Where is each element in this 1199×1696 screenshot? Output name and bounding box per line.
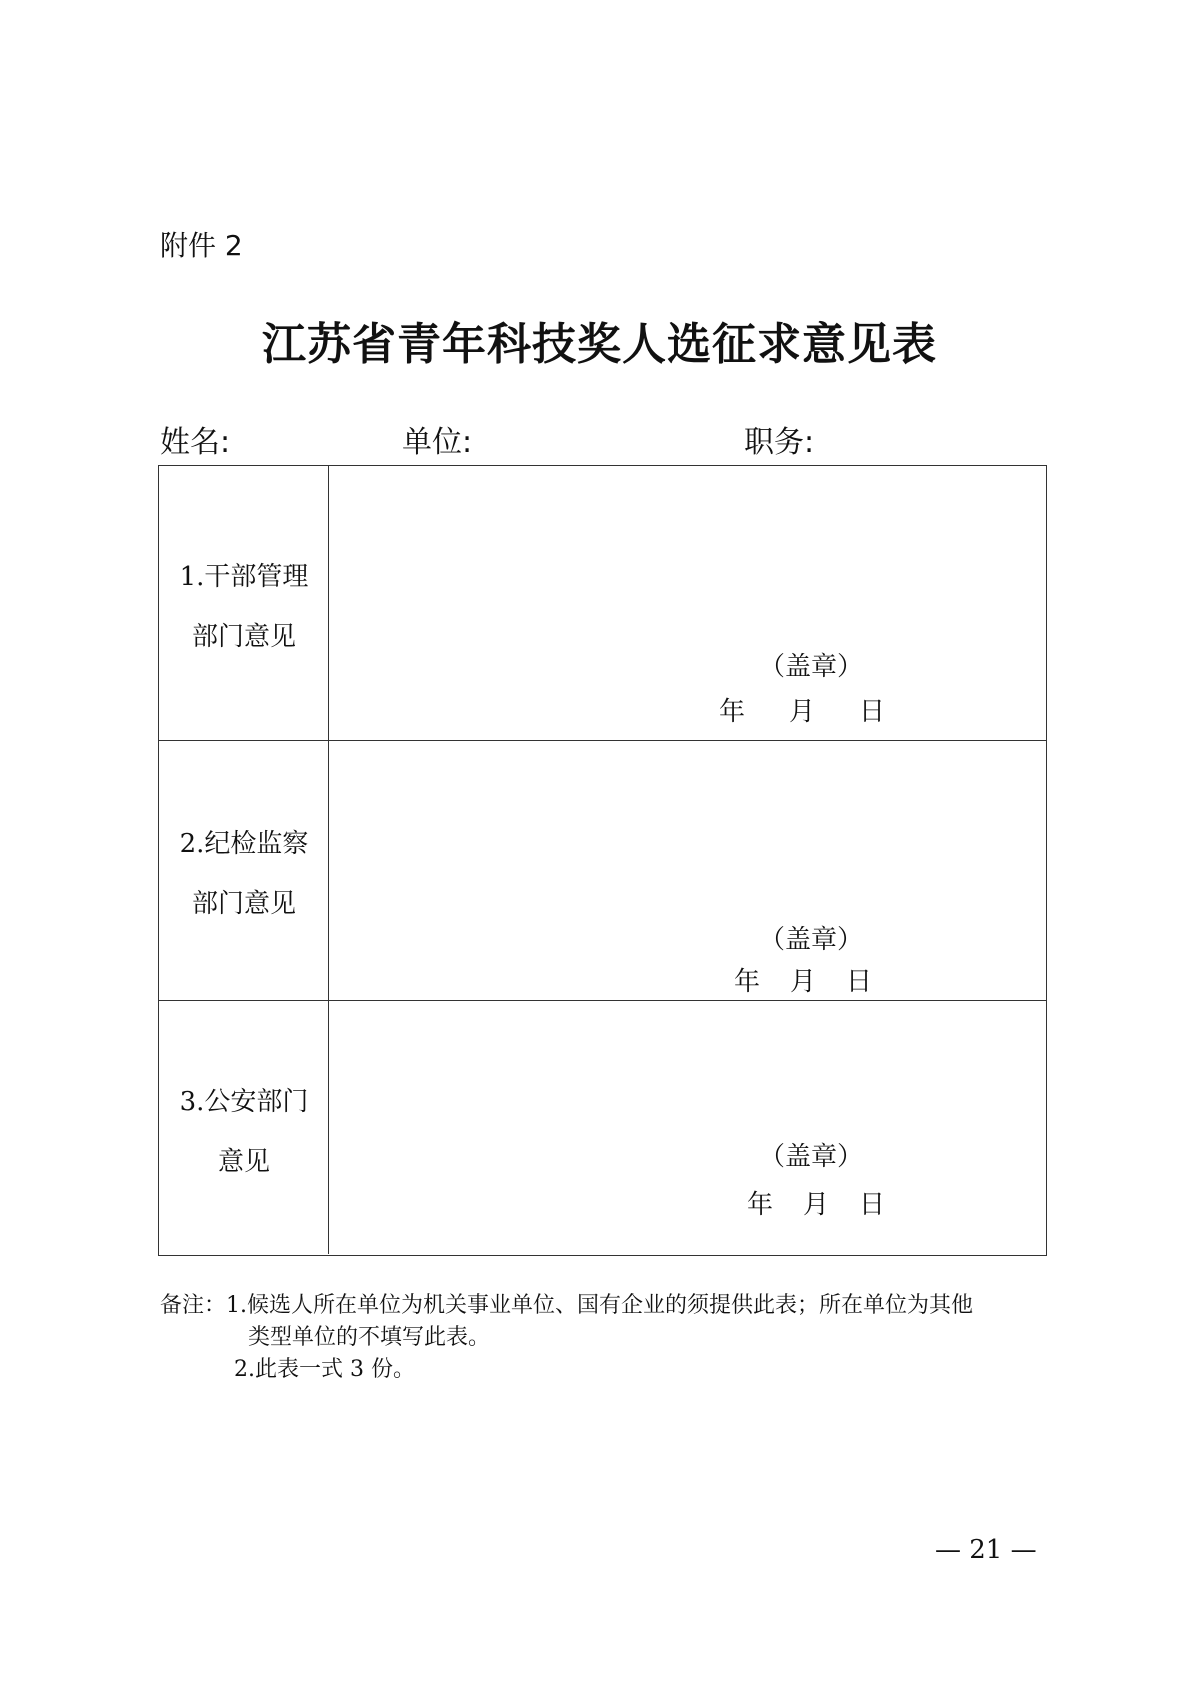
- opinion-table: [158, 465, 1047, 1256]
- opinion-content-cell[interactable]: [329, 741, 1046, 1000]
- row-label-cell: [159, 466, 329, 740]
- attachment-label: 附件 2: [160, 229, 243, 262]
- date-line: [734, 961, 872, 998]
- page-number: — 21 —: [935, 1535, 1037, 1565]
- row-label-line2: 部门意见: [191, 622, 296, 652]
- seal-label: （盖章）: [759, 652, 864, 682]
- day-label: 日: [859, 1190, 886, 1220]
- row-label-line1: 2.纪检监察: [179, 829, 309, 859]
- row-label-cell: [159, 741, 329, 1000]
- seal-label: （盖章）: [759, 925, 864, 955]
- month-label: 月: [789, 697, 816, 727]
- row-label-line1: 1.干部管理: [179, 562, 309, 592]
- year-label: 年: [719, 697, 746, 727]
- day-label: 日: [859, 697, 886, 727]
- row-label-line2: 意见: [217, 1147, 270, 1177]
- position-field-label: 职务:: [744, 425, 815, 460]
- date-line: [719, 691, 885, 728]
- year-label: 年: [734, 967, 761, 997]
- table-row: [159, 740, 1046, 1000]
- row-label-line1: 3.公安部门: [179, 1087, 309, 1117]
- form-title: 江苏省青年科技奖人选征求意见表: [262, 319, 937, 370]
- table-row: [159, 466, 1046, 740]
- date-line: [747, 1184, 885, 1221]
- name-field-label: 姓名:: [160, 425, 231, 460]
- month-label: 月: [790, 967, 817, 997]
- day-label: 日: [846, 967, 873, 997]
- remark-line: 备注：1.候选人所在单位为机关事业单位、国有企业的须提供此表；所在单位为其他: [160, 1293, 973, 1318]
- year-label: 年: [747, 1190, 774, 1220]
- row-label-cell: [159, 1001, 329, 1254]
- month-label: 月: [803, 1190, 830, 1220]
- opinion-content-cell[interactable]: [329, 1001, 1046, 1254]
- remarks: [160, 1290, 973, 1386]
- opinion-content-cell[interactable]: [329, 466, 1046, 740]
- table-row: [159, 1000, 1046, 1254]
- remark-line: 2.此表一式 3 份。: [234, 1357, 415, 1382]
- row-label-line2: 部门意见: [191, 889, 296, 919]
- unit-field-label: 单位:: [402, 425, 473, 460]
- remark-line: 类型单位的不填写此表。: [248, 1325, 491, 1350]
- seal-label: （盖章）: [759, 1142, 864, 1172]
